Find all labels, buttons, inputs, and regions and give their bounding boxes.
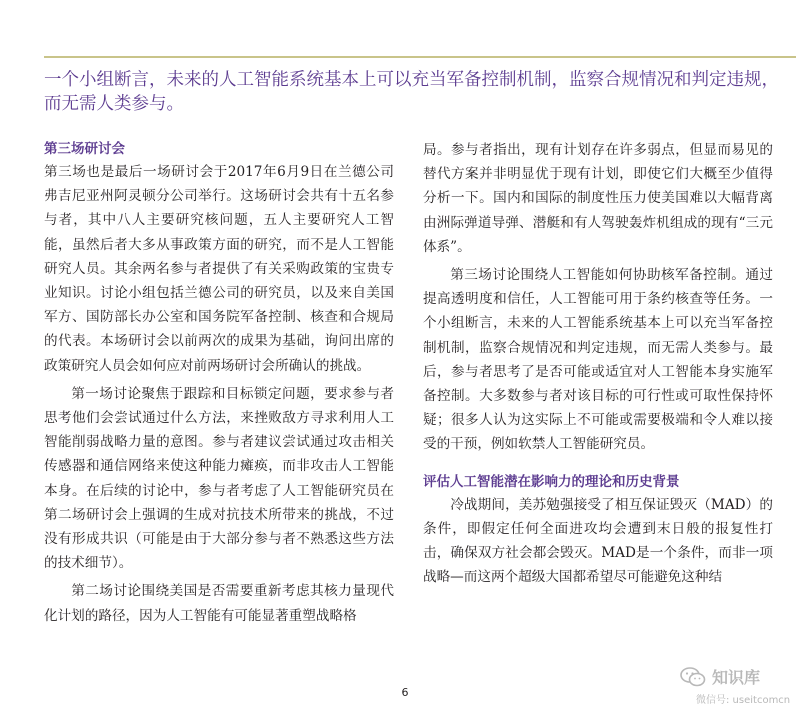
body-paragraph: 第三场也是最后一场研讨会于2017年6月9日在兰德公司弗吉尼亚州阿灵顿分公司举行。这场研讨会共有十五名参与者，其中八人主要研究核问题，五人主要研究人工智能，虽然后者大多从事政策方面的研究，而不是人工智能研究人员。其余两名参与者提供了有关采购政策的宝贵专业知识。讨论小组包括兰德公司的研究员，以及来自美国军方、国防部长办公室和国务院军备控制、核查和合规局的代表。本场研讨会以前两次的成果为基础，询问出席的政策研究人员会如何应对前两场研讨会所确认的挑战。 [44, 164, 394, 374]
watermark-subtitle: 微信号: useitcomcn [696, 695, 791, 706]
body-paragraph: 局。参与者指出，现有计划存在许多弱点，但显而易见的替代方案并非明显优于现有计划，即使它们大概至少值得分析一下。国内和国际的制度性压力使美国难以大幅背离由洲际弹道导弹、潜艇和有人驾驶轰炸机组成的现有“三元体系”。 [423, 142, 773, 255]
pull-quote: 一个小组断言，未来的人工智能系统基本上可以充当军备控制机制，监察合规情况和判定违规，而无需人类参与。 [44, 70, 779, 114]
body-paragraph: 第一场讨论聚焦于跟踪和目标锁定问题，要求参与者思考他们会尝试通过什么方法，来挫败敌方寻求利用人工智能削弱战略力量的意图。参与者建议尝试通过攻击相关传感器和通信网络来使这种能力瘫痪，而非攻击人工智能本身。在后续的讨论中，参与者考虑了人工智能研究员在第二场研讨会上强调的生成对抗技术所带来的挑战，不过没有形成共识（可能是由于大部分参与者不熟悉这些方法的技术细节）。 [44, 385, 394, 572]
section-heading-third-workshop: 第三场研讨会 [44, 141, 125, 157]
watermark-brand: 知识库 [712, 668, 761, 687]
wechat-icon [680, 667, 706, 687]
body-paragraph: 第二场讨论围绕美国是否需要重新考虑其核力量现代化计划的路径，因为人工智能有可能显著重塑战略格 [44, 583, 394, 624]
left-column [44, 138, 394, 632]
watermark [650, 665, 800, 711]
section-heading-theory-history: 评估人工智能潜在影响力的理论和历史背景 [423, 473, 680, 490]
top-divider [44, 56, 796, 58]
body-paragraph: 冷战期间，美苏勉强接受了相互保证毁灭（MAD）的条件，即假定任何全面进攻均会遭到末日般的报复性打击，确保双方社会都会毁灭。MAD是一个条件，而非一项战略—而这两个超级大国都希望尽可能避免这种结 [423, 496, 773, 586]
page-number: 6 [401, 686, 409, 699]
right-column [423, 138, 773, 593]
body-paragraph: 第三场讨论围绕人工智能如何协助核军备控制。通过提高透明度和信任，人工智能可用于条约核查等任务。一个小组断言，未来的人工智能系统基本上可以充当军备控制机制，监察合规情况和判定违规，而无需人类参与。最后，参与者思考了是否可能或适宜对人工智能本身实施军备控制。大多数参与者对该目标的可行性或可取性保持怀疑；很多人认为这实际上不可能或需要极端和令人难以接受的干预，例如软禁人工智能研究员。 [423, 267, 773, 453]
